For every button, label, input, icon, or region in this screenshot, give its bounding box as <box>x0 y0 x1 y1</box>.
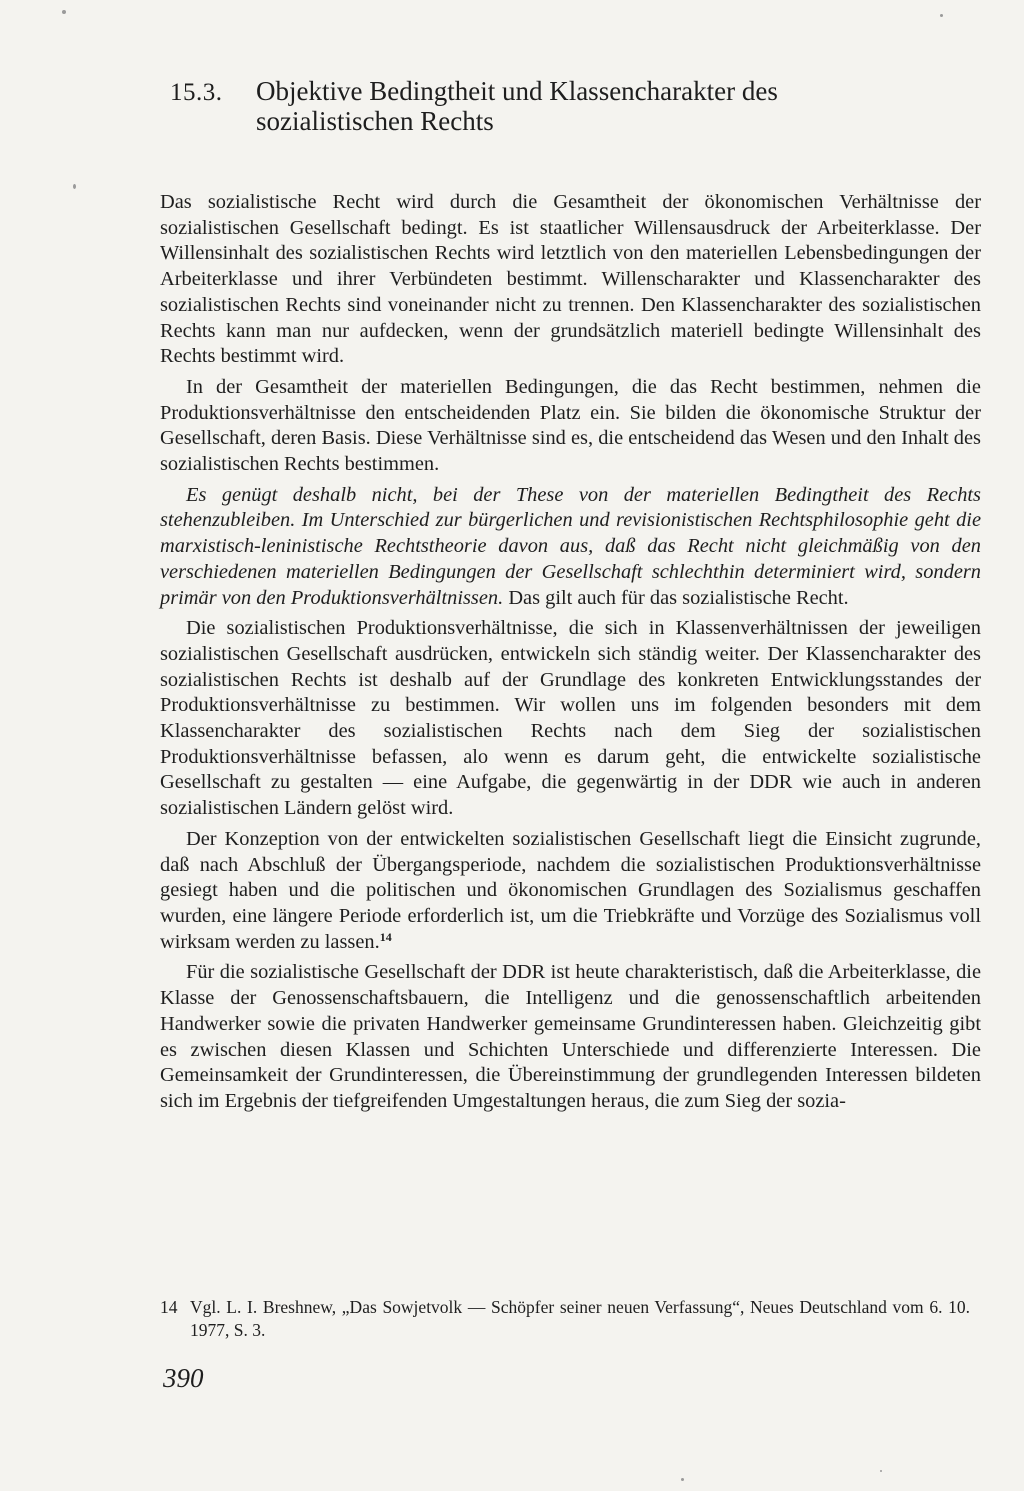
paragraph-3-italic-text: Es genügt deshalb nicht, bei der These von der materiellen Bedingtheit des Rechts stehenzubleiben. Im Unterschied zur bürgerlichen und revisionistischen Rechtsphilosophie geht die marxistisch-leninistische Rechtstheorie davon aus, daß das Recht nicht gleichmäßig von den verschiedenen materiellen Bedingungen der Gesellschaft schlechthin determiniert wird, sondern primär von den Produktionsverhältnissen. <box>160 483 981 609</box>
paragraph-6-text: Für die sozialistische Gesellschaft der DDR ist heute charakteristisch, daß die Arbeiterklasse, die Klasse der Genossenschaftsbauern, die Intelligenz und die genossenschaftlich arbeitenden Handwerker sowie die privaten Handwerker gemeinsame Grundinteressen haben. Gleichzeitig gibt es zwischen diesen Klassen und Schichten Unterschiede und differenzierte Interessen. Die Gemeinsamkeit der Grundinteressen, die Übereinstimmung der grundlegenden Interessen bildeten sich im Ergebnis der tiefgreifenden Umgestaltungen heraus, die zum Sieg der sozia- <box>160 961 981 1112</box>
section-title: Objektive Bedingtheit und Klassencharakter des sozialistischen Rechts <box>256 76 778 136</box>
scan-speck <box>880 1470 882 1472</box>
paragraph-4-text: Die sozialistischen Produktionsverhältnisse, die sich in Klassenverhältnissen der jeweiligen sozialistischen Gesellschaft ausdrücken, entwickeln sich ständig weiter. Der Klassencharakter des sozialistischen Rechts ist deshalb auf der Grundlage des konkreten Entwicklungsstandes der Produktionsverhältnisse zu bestimmen. Wir wollen uns im folgenden besonders mit dem Klassencharakter des sozialistischen Rechts nach dem Sieg der sozialistischen Produktionsverhältnisse befassen, alo wenn es darum geht, die entwickelte sozialistische Gesellschaft zu gestalten — eine Aufgabe, die gegenwärtig in der DDR wie auch in anderen sozialistischen Ländern gelöst wird. <box>160 617 981 820</box>
section-number: 15.3. <box>170 79 223 106</box>
scan-speck <box>940 14 943 17</box>
footnote-number: 14 <box>160 1297 178 1317</box>
page-number: 390 <box>163 1363 204 1393</box>
paragraph-2 <box>160 375 981 478</box>
paragraph-4 <box>160 616 981 822</box>
paragraph-2-text: In der Gesamtheit der materiellen Bedingungen, die das Recht bestimmen, nehmen die Produktionsverhältnisse den entscheidenden Platz ein. Sie bilden die ökonomische Struktur der Gesellschaft, deren Basis. Diese Verhältnisse sind es, die entscheidend das Wesen und den Inhalt des sozialistischen Rechts bestimmen. <box>160 375 981 476</box>
section-heading <box>170 76 930 136</box>
footnote <box>160 1296 970 1342</box>
body-text <box>160 190 981 1120</box>
scan-speck <box>73 184 76 189</box>
footnote-reference[interactable]: 14 <box>379 929 392 944</box>
paragraph-5-text: Der Konzeption von der entwickelten sozialistischen Gesellschaft liegt die Einsicht zugrunde, daß nach Abschluß der Übergangsperiode, nachdem die sozialistischen Produktionsverhältnisse gesiegt haben und die politischen und ökonomischen Grundlagen des Sozialismus geschaffen wurden, eine längere Periode erforderlich ist, um die Triebkräfte und Vorzüge des Sozialismus voll wirksam werden zu lassen. <box>160 827 981 953</box>
paragraph-5 <box>160 827 981 956</box>
paragraph-1-text: Das sozialistische Recht wird durch die Gesamtheit der ökonomischen Verhältnisse der sozialistischen Gesellschaft bedingt. Es ist staatlicher Willensausdruck der Arbeiterklasse. Der Willensinhalt des sozialistischen Rechts wird letztlich von den materiellen Lebensbedingungen der Arbeiterklasse und ihrer Verbündeten bestimmt. Willenscharakter und Klassencharakter des sozialistischen Rechts sind voneinander nicht zu trennen. Den Klassencharakter des sozialistischen Rechts kann man nur aufdecken, wenn der grundsätzlich materiell bedingte Willensinhalt des Rechts bestimmt wird. <box>160 191 981 368</box>
paragraph-3-text: Das gilt auch für das sozialistische Recht. <box>503 586 849 609</box>
paragraph-6 <box>160 960 981 1114</box>
paragraph-3 <box>160 483 981 612</box>
paragraph-1 <box>160 190 981 370</box>
scan-speck <box>62 10 66 14</box>
scan-speck <box>681 1478 684 1481</box>
footnote-text: Vgl. L. I. Breshnew, „Das Sowjetvolk — Schöpfer seiner neuen Verfassung“, Neues Deutschland vom 6. 10. 1977, S. 3. <box>190 1297 970 1340</box>
